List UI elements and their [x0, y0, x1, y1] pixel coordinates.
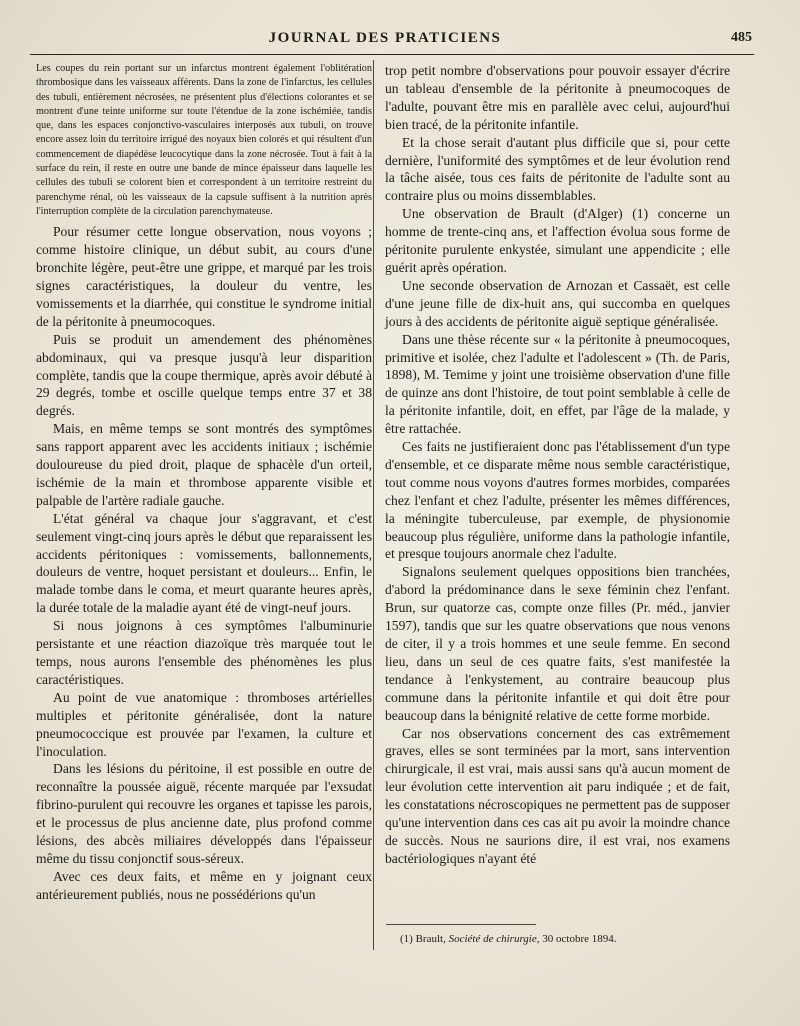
paragraph: Avec ces deux faits, et même en y joignant ceux antérieurement publiés, nous ne possédérions qu'un: [36, 868, 372, 902]
footnote-date: 30 octobre 1894.: [542, 933, 617, 945]
footnote-marker: (1) Brault,: [400, 933, 446, 945]
left-column: [36, 62, 372, 904]
paragraph: trop petit nombre d'observations pour pouvoir essayer d'écrire un tableau d'ensemble de la péritonite à pneumocoques de l'adulte, pouvant être mis en parallèle avec celui, aujourd'hui bien tracé, de la péritonite infantile.: [385, 63, 730, 132]
paragraph: Dans les lésions du péritoine, il est possible en outre de reconnaître la poussée aiguë, récente marquée par l'exsudat fibrino-purulent qui recouvre les organes et tapisse les parois, et le processus de plus ancienne date, plus profond comme lésions, des abcès miliaires développés dans l'épaisseur même du tissu conjonctif sous-séreux.: [36, 761, 372, 866]
page-number: 485: [731, 30, 752, 45]
small-print-note: Les coupes du rein portant sur un infarctus montrent également l'oblitération thrombosique dans les vaisseaux afférents. Dans la zone de l'infarctus, les cellules des tubuli, entièrement nécrosées, ne présentent plus d'élections colorantes et se montrent d'une teinte uniforme sur toute l'étendue de la zone ischémiée, tandis que, dans les espaces conjonctivo-vasculaires interposés aux tubuli, on trouve encore assez loin du territoire irrigué des noyaux bien colorés et qui résultent d'un commencement de diapédèse leucocytique dans la zone nécrosée. Tout à fait à la surface du rein, il reste en outre une bande de mince épaisseur dans laquelle les cellules des tubuli se colorent bien et correspondent à un territoire restreint du parenchyme rénal, où les vaisseaux de la capsule suffisent à la nutrition après l'interruption complète de la circulation parenchymateuse.: [36, 63, 372, 217]
paragraph: Ces faits ne justifieraient donc pas l'établissement d'un type d'ensemble, et ce disparate même nous semble caractéristique, tout comme nous voyons d'autres formes morbides, comparées chez l'enfant et chez l'adulte, présenter les mêmes différences, la méningite tuberculeuse, par exemple, de physionomie beaucoup plus régulière, uniforme dans la pathologie infantile, et presque toujours anormale chez l'adulte.: [385, 439, 730, 562]
footnote-rule: [386, 924, 536, 925]
paragraph: Puis se produit un amendement des phénomènes abdominaux, qui va presque jusqu'à leur disparition complète, tandis que la coupe thermique, après avoir débuté à 29 degrés, tombe et oscille quelque temps entre 37 et 38 degrés.: [36, 331, 372, 419]
paragraph: Mais, en même temps se sont montrés des symptômes sans rapport apparent avec les accidents initiaux ; ischémie douloureuse du pied droit, plaque de sphacèle d'un orteil, ischémie de la main et thrombose apparente visible et palpable de l'artère radiale gauche.: [36, 421, 372, 508]
page-header: [30, 26, 752, 52]
paragraph: Une observation de Brault (d'Alger) (1) concerne un homme de trente-cinq ans, et l'affection évolua sous forme de péritonite purulente enkystée, simulant une appendicite ; elle guérit après opération.: [385, 206, 730, 275]
paragraph: Car nos observations concernent des cas extrêmement graves, elles se sont terminées par la mort, sans intervention chirurgicale, il est vrai, mais aussi sans qu'à aucun moment de leur évolution cette intervention ait paru indiquée ; et de fait, les constatations nécroscopiques ne permettent pas de supposer qu'une intervention dans ces cas ait pu avoir la moindre chance de succès. Nous ne saurions dire, il est vrai, nos examens bactériologiques n'ayant été: [385, 725, 730, 866]
footnote: [400, 932, 730, 946]
paragraph: Une seconde observation de Arnozan et Cassaët, est celle d'une jeune fille de dix-huit ans, qui succomba en quelques jours à des accidents de péritonite aiguë septique généralisée.: [385, 277, 730, 329]
right-column: [385, 62, 730, 868]
paragraph: Si nous joignons à ces symptômes l'albuminurie persistante et une réaction diazoïque très marquée tout le temps, nous aurons l'ensemble des phénomènes les plus caractéristiques.: [36, 618, 372, 687]
paragraph: L'état général va chaque jour s'aggravant, et c'est seulement vingt-cinq jours après le début que reparaissent les accidents péritoniques : vomissements, ballonnements, douleurs de ventre, hoquet persistant et douleurs... Enfin, le malade tombe dans le coma, et meurt quarante heures après, la durée totale de la maladie ayant été de vingt-neuf jours.: [36, 510, 372, 616]
paragraph: Pour résumer cette longue observation, nous voyons ; comme histoire clinique, un début subit, au cours d'une bronchite légère, peut-être une grippe, et marqué par les trois signes caractéristiques, la douleur du ventre, les vomissements et la diarrhée, qui constitue le syndrome initial de la péritonite à pneumocoques.: [36, 224, 372, 329]
paragraph: Au point de vue anatomique : thromboses artérielles multiples et péritonite généralisée, dont la nature pneumococcique est prouvée par l'examen, la culture et l'inoculation.: [36, 689, 372, 759]
footnote-source: Société de chirurgie,: [448, 933, 540, 945]
column-separator: [373, 60, 374, 950]
running-title: JOURNAL DES PRATICIENS: [268, 30, 502, 46]
paragraph: Signalons seulement quelques oppositions bien tranchées, d'abord la prédominance dans le sexe féminin chez l'enfant. Brun, sur quatorze cas, compte onze filles (Pr. méd., janvier 1597), tandis que sur les quatre observations que nous venons de citer, il y a trois hommes et une seule femme. En second lieu, dans un seul de ces quatre faits, s'est manifestée la tendance à l'enkystement, au contraire beaucoup plus commune dans la péritonite infantile et qui doit être pour beaucoup dans la bénignité relative de cette forme morbide.: [385, 564, 730, 723]
paragraph: Dans une thèse récente sur « la péritonite à pneumocoques, primitive et isolée, chez l'adulte et l'adolescent » (Th. de Paris, 1898), M. Temime y joint une troisième observation d'une fille de quinze ans dont l'histoire, de tout point semblable à celle de la péritonite infantile, doit, en effet, par l'âge de la malade, y être rattachée.: [385, 331, 730, 437]
header-rule: [30, 54, 754, 55]
paragraph: Et la chose serait d'autant plus difficile que si, pour cette dernière, l'uniformité des symptômes et de leur évolution rend la tâche aisée, tous ces faits de péritonite de l'adulte sont au contraire plus ou moins dissemblables.: [385, 134, 730, 204]
